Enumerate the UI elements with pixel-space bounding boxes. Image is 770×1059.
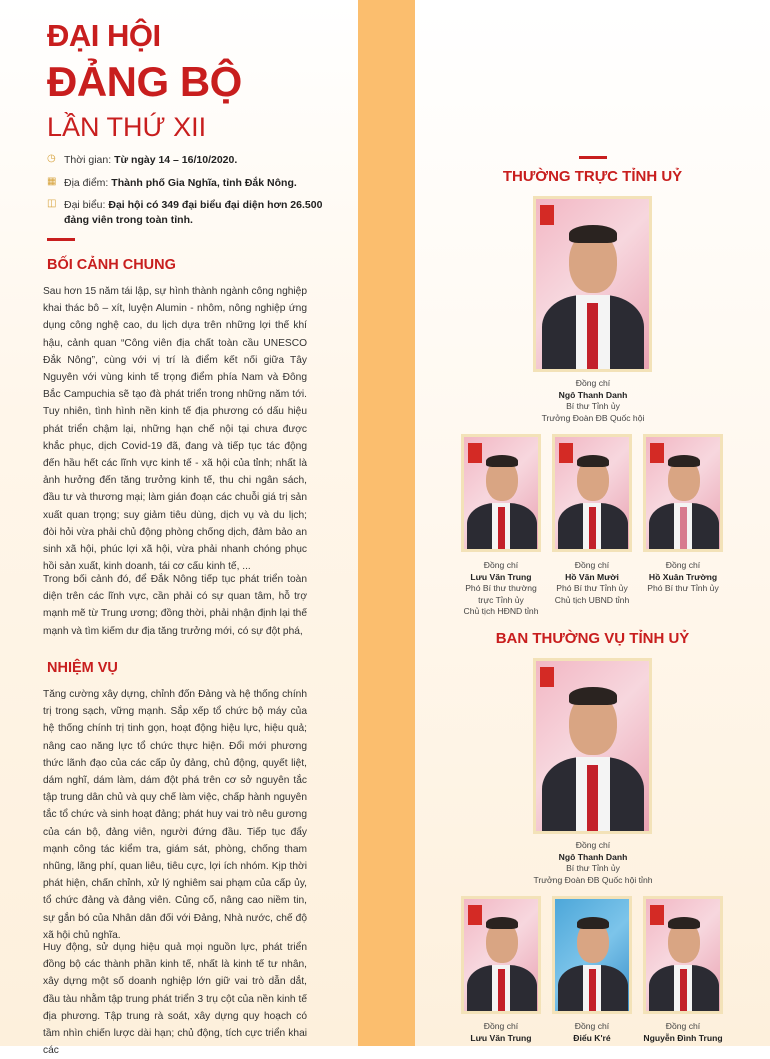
- section-divider: [47, 238, 75, 241]
- clock-icon: ◷: [47, 153, 56, 164]
- time-label: Thời gian:: [64, 154, 112, 166]
- portrait-main-board: [533, 658, 652, 834]
- standing-divider: [579, 156, 607, 159]
- caption-standing-1: Đồng chí Lưu Văn Trung Phó Bí thư thường trực Tỉnh ủy Chủ tịch HĐND tỉnh: [463, 560, 539, 617]
- caption-board-2: Đồng chí Điểu K'ré: [573, 1021, 611, 1043]
- portrait-board-3: [643, 896, 723, 1014]
- time-value: Từ ngày 14 – 16/10/2020.: [114, 154, 238, 166]
- context-paragraph-1: Sau hơn 15 năm tái lập, sự hình thành ngành công nghiệp khai thác bô – xít, luyện Alumin - nhôm, nông nghiệp ứng dụng công nghệ cao, du lịch dựa trên những lợi thế khí hậu, cảnh quan “Công viên địa chất toàn cầu UNESCO Đắk Nông”, cùng với vị trí là điểm kết nối giữa Tây Nguyên với vùng kinh tế trọng điểm phía Nam và Đông Bắc Campuchia sẽ tạo đà phát triển trong những năm tới. Tuy nhiên, tình hình nền kinh tế địa phương có dấu hiệu phát triển chậm lại, những hạn chế nội tại chưa được khắc phục, dịch Covid-19 đã, đang và tiếp tục tác động đến hầu hết các lĩnh vực kinh tế - xã hội của tỉnh; nhất là ảnh hưởng đến tăng trưởng kinh tế, thu chi ngân sách, đầu tư và thương mại; làm gián đoạn các chuỗi giá trị sản xuất quan trọng; suy giảm tiêu dùng, dịch vụ và du lịch; đòi hỏi vừa phải chủ động phòng chống dịch, đảm bảo an sinh xã hội, phúc lợi xã hội, vừa phải nhanh chóng phục hồi sản xuất, kinh doanh, tái cơ cấu kinh tế, ...: [43, 286, 307, 573]
- portrait-board-1: [461, 896, 541, 1014]
- tasks-paragraph-1: Tăng cường xây dựng, chỉnh đốn Đảng và hệ thống chính trị trong sạch, vững mạnh. Sắp xếp tổ chức bộ máy của hệ thống chính trị tinh gọn, hoạt động hiệu lực, hiệu quả; nâng cao năng lực tổ chức thực hiện. Đổi mới phương thức lãnh đạo của các cấp ủy đảng, chủ động, quyết liệt, dám nghĩ, dám làm, dám đột phá trên cơ sở nguyên tắc tập trung dân chủ và quy chế làm việc, chấp hành nguyên tắc tổ chức và sinh hoạt đảng; phát huy vai trò nêu gương của cán bộ, đảng viên, người đứng đầu. Tiếp tục đẩy mạnh công tác kiểm tra, giám sát, phòng, chống tham nhũng, lãng phí, quan liêu, tiêu cực, lợi ích nhóm. Kịp thời phát hiện, chấn chỉnh, xử lý nghiêm sai phạm của cấp ủy, tổ chức đảng và đảng viên. Củng cố, nâng cao niềm tin, sự gắn bó của Nhân dân đối với Đảng, Nhà nước, chế độ xã hội chủ nghĩa.: [43, 689, 307, 941]
- people-icon: ◫: [47, 198, 57, 209]
- tasks-paragraph-2: Huy động, sử dụng hiệu quả mọi nguồn lực, phát triển đồng bộ các thành phần kinh tế, nhất là kinh tế tư nhân, xây dựng một số doanh nghiệp lớn giữ vai trò dẫn dắt, đầu tàu nhằm tập trung phát triển 3 trụ cột của nền kinh tế địa phương. Tập trung rà soát, xây dựng quy hoạch có tầm nhìn chiến lược dài hạn; chủ động, tích cực triển khai các: [43, 942, 307, 1057]
- portrait-board-2: [552, 896, 632, 1014]
- divider-stripe: [358, 0, 415, 1046]
- caption-standing-2: Đồng chí Hồ Văn Mười Phó Bí thư Tỉnh ủy Chủ tịch UBND tỉnh: [554, 560, 630, 605]
- portrait-standing-2: [552, 434, 632, 552]
- standing-heading: THƯỜNG TRỰC TỈNH UỶ: [502, 168, 683, 185]
- section-heading-context: BỐI CẢNH CHUNG: [47, 257, 176, 273]
- delegates-label: Đại biểu:: [64, 199, 106, 211]
- place-value: Thành phố Gia Nghĩa, tỉnh Đắk Nông.: [111, 177, 297, 189]
- title-line-3: LẦN THỨ XII: [47, 112, 207, 142]
- caption-board-3: Đồng chí Nguyễn Đình Trung: [643, 1021, 723, 1043]
- section-heading-tasks: NHIỆM VỤ: [47, 660, 118, 676]
- caption-main-board: Đồng chí Ngô Thanh Danh Bí thư Tỉnh ủy Trưởng Đoàn ĐB Quốc hội tỉnh: [533, 840, 653, 885]
- portrait-main-standing: [533, 196, 652, 372]
- place-label: Địa điểm:: [64, 177, 109, 189]
- portrait-standing-1: [461, 434, 541, 552]
- title-line-1: ĐẠI HỘI: [47, 18, 161, 53]
- caption-standing-3: Đồng chí Hồ Xuân Trường Phó Bí thư Tỉnh ủy: [647, 560, 719, 594]
- caption-board-1: Đồng chí Lưu Văn Trung: [470, 1021, 532, 1043]
- board-heading: BAN THƯỜNG VỤ TỈNH UỶ: [495, 630, 690, 647]
- portrait-standing-3: [643, 434, 723, 552]
- context-paragraph-2: Trong bối cảnh đó, để Đắk Nông tiếp tục phát triển toàn diện trên các lĩnh vực, cần phải có sự quan tâm, hỗ trợ mạnh mẽ từ Trung ương; đồng thời, phải nhận định lại thế mạnh và tìm kiếm dư địa tăng trưởng mới, có sự đột phá,: [43, 574, 307, 637]
- title-line-2: ĐẢNG BỘ: [47, 58, 242, 105]
- building-icon: ▦: [47, 176, 57, 187]
- delegates-value: Đại hội có 349 đại biểu đại diện hơn 26.500 đảng viên trong toàn tỉnh.: [64, 199, 323, 226]
- caption-main-standing: Đồng chí Ngô Thanh Danh Bí thư Tỉnh ủy Trưởng Đoàn ĐB Quốc hội: [541, 378, 645, 423]
- right-content: [415, 0, 770, 1046]
